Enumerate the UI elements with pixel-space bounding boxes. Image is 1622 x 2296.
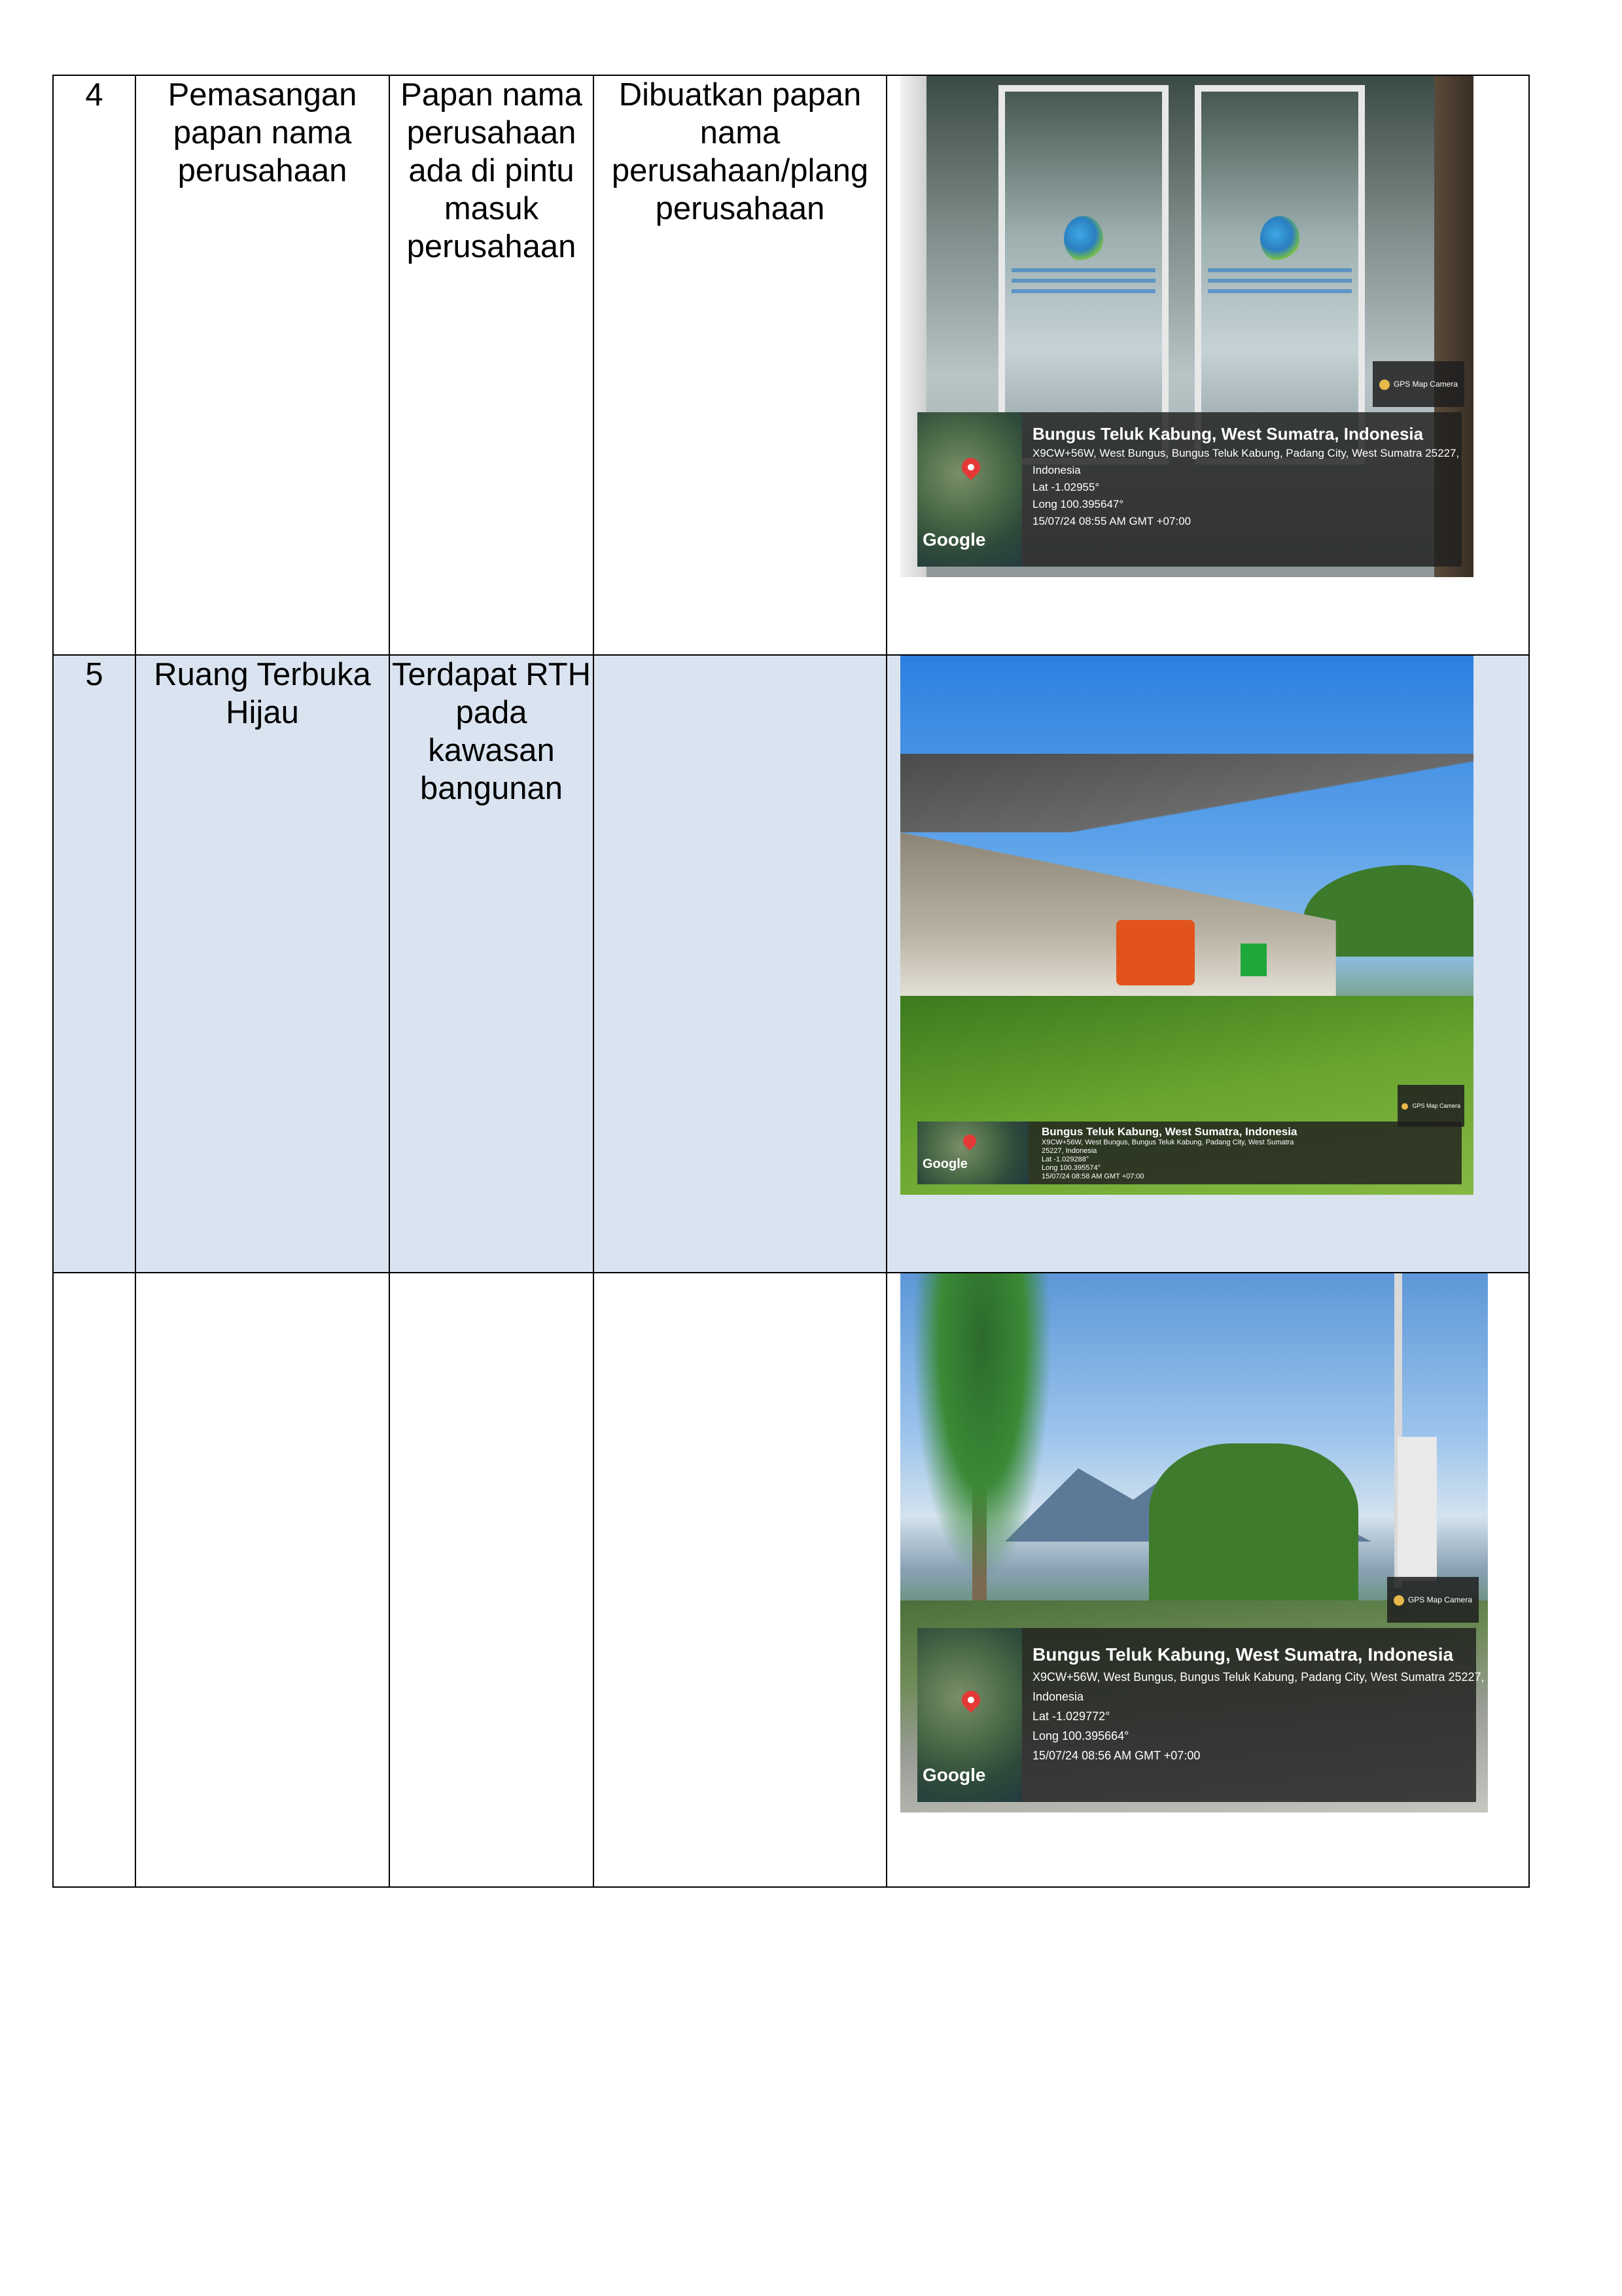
company-name-sticker xyxy=(1012,268,1155,298)
item-name xyxy=(135,1273,389,1887)
gps-location: Bungus Teluk Kabung, West Sumatra, Indonesia xyxy=(1042,1125,1297,1138)
row-number: 5 xyxy=(53,655,135,1273)
condition-text: Terdapat RTH pada kawasan bangunan xyxy=(389,655,593,1273)
map-provider-label: Google xyxy=(923,529,986,550)
gps-lat: Lat -1.029772° xyxy=(1032,1710,1110,1723)
glass-door xyxy=(998,85,1169,465)
company-signboard-photo xyxy=(900,76,1473,577)
gps-address: X9CW+56W, West Bungus, Bungus Teluk Kabung, Padang City, West Sumatra 25227, xyxy=(1032,447,1460,459)
gps-address: X9CW+56W, West Bungus, Bungus Teluk Kabung, Padang City, West Sumatra 25227, xyxy=(1032,1670,1485,1684)
palm-tree xyxy=(907,1273,1057,1600)
table-row xyxy=(53,75,1529,655)
gps-lat: Lat -1.02955° xyxy=(1032,481,1100,493)
gps-country: Indonesia xyxy=(1032,464,1081,476)
photo-cell xyxy=(887,75,1529,655)
gps-timestamp: 15/07/24 08:58 AM GMT +07:00 xyxy=(1042,1173,1144,1180)
water-tank xyxy=(1116,920,1195,985)
gps-location: Bungus Teluk Kabung, West Sumatra, Indonesia xyxy=(1032,424,1424,444)
company-name-sticker xyxy=(1208,268,1352,298)
row-number: 4 xyxy=(53,75,135,655)
map-thumbnail xyxy=(917,412,1022,567)
gps-overlay xyxy=(917,412,1462,567)
gps-camera-badge: GPS Map Camera xyxy=(1387,1577,1479,1623)
photo-cell xyxy=(887,1273,1529,1887)
map-thumbnail xyxy=(917,1122,1029,1184)
condition-text xyxy=(389,1273,593,1887)
gps-camera-badge: GPS Map Camera xyxy=(1373,361,1464,407)
gps-location: Bungus Teluk Kabung, West Sumatra, Indonesia xyxy=(1032,1644,1454,1665)
gps-long: Long 100.395647° xyxy=(1032,498,1124,510)
table-row xyxy=(53,1273,1529,1887)
gps-long: Long 100.395664° xyxy=(1032,1729,1129,1742)
gps-info xyxy=(1042,1125,1454,1181)
gps-lat: Lat -1.029288° xyxy=(1042,1156,1089,1163)
gps-camera-icon xyxy=(1394,1595,1404,1606)
recommendation-text xyxy=(593,655,887,1273)
company-logo-icon xyxy=(1064,216,1103,262)
gate-post xyxy=(1398,1437,1437,1581)
gps-camera-icon xyxy=(1379,380,1390,390)
gps-camera-badge: GPS Map Camera xyxy=(1398,1085,1464,1127)
company-logo-icon xyxy=(1260,216,1299,262)
table-row xyxy=(53,655,1529,1273)
condition-text: Papan nama perusahaan ada di pintu masuk perusahaan xyxy=(389,75,593,655)
gps-overlay xyxy=(917,1122,1462,1184)
bushes xyxy=(1149,1443,1358,1614)
map-provider-label: Google xyxy=(923,1765,986,1785)
map-provider-label: Google xyxy=(923,1157,968,1171)
photo-cell xyxy=(887,655,1529,1273)
gps-overlay xyxy=(917,1628,1485,1802)
gps-camera-icon xyxy=(1402,1103,1408,1110)
gps-long: Long 100.395574° xyxy=(1042,1164,1101,1172)
glass-door xyxy=(1195,85,1365,465)
item-name: Ruang Terbuka Hijau xyxy=(135,655,389,1273)
gps-info xyxy=(1032,423,1460,530)
building-roof xyxy=(900,754,1473,832)
recommendation-text xyxy=(593,1273,887,1887)
gps-timestamp: 15/07/24 08:56 AM GMT +07:00 xyxy=(1032,1749,1201,1762)
inspection-table xyxy=(52,75,1530,1888)
gps-info xyxy=(1032,1642,1485,1765)
map-thumbnail xyxy=(917,1628,1022,1802)
item-name: Pemasangan papan nama perusahaan xyxy=(135,75,389,655)
gps-country: Indonesia xyxy=(1032,1690,1084,1703)
gps-country: 25227, Indonesia xyxy=(1042,1147,1097,1155)
gps-timestamp: 15/07/24 08:55 AM GMT +07:00 xyxy=(1032,515,1191,527)
gps-address: X9CW+56W, West Bungus, Bungus Teluk Kabung, Padang City, West Sumatra xyxy=(1042,1139,1294,1146)
green-bin xyxy=(1241,944,1267,976)
green-open-space-photo xyxy=(900,656,1473,1195)
entrance-gate-photo xyxy=(900,1273,1488,1812)
recommendation-text: Dibuatkan papan nama perusahaan/plang perusahaan xyxy=(593,75,887,655)
row-number xyxy=(53,1273,135,1887)
